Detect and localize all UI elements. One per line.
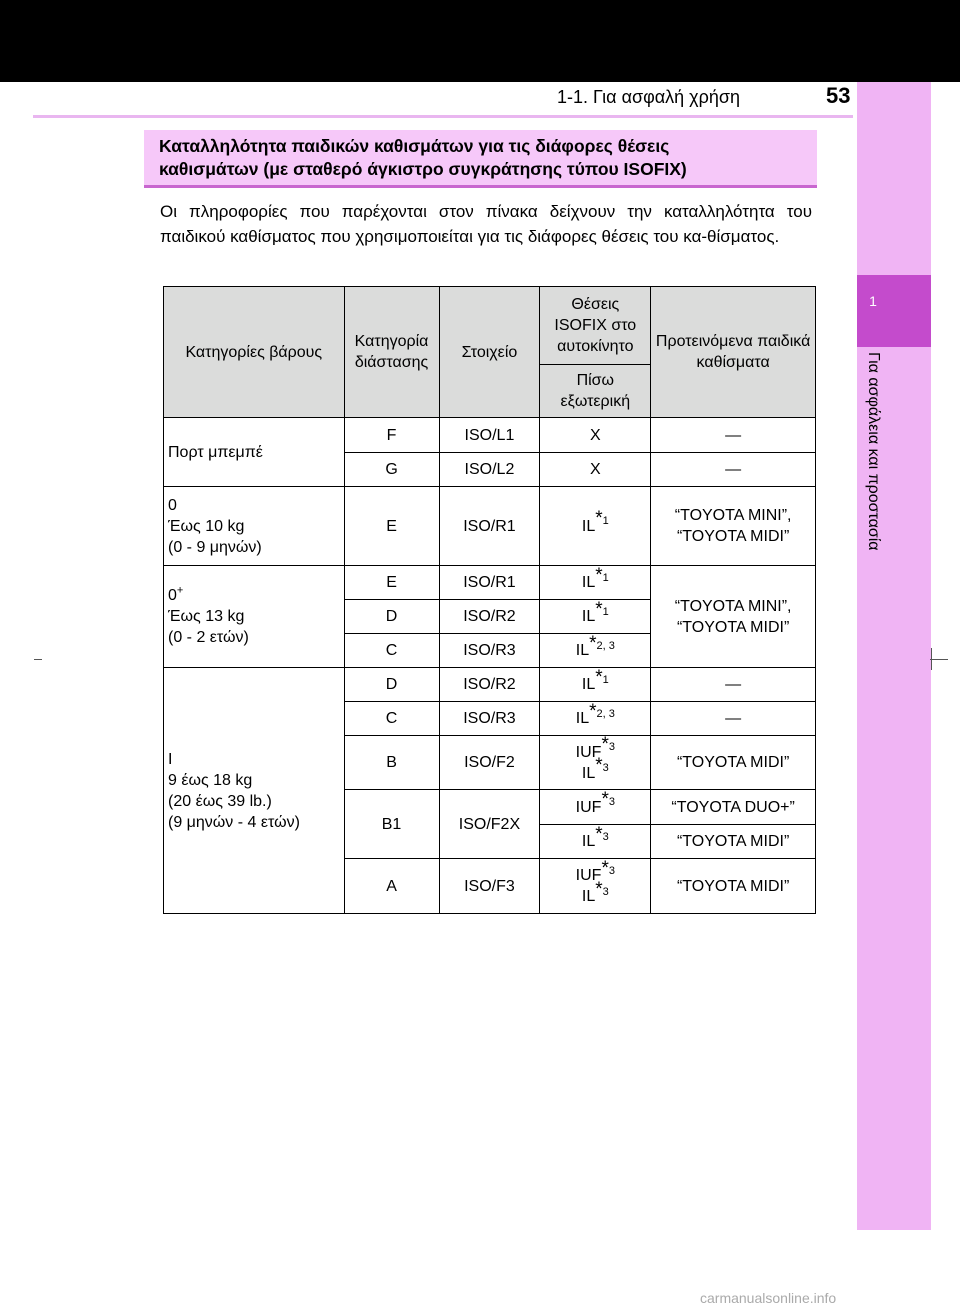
group-1-line-3: (20 έως 39 lb.) bbox=[168, 792, 272, 810]
star-mark: * bbox=[595, 666, 603, 688]
header-weight: Κατηγορίες βάρους bbox=[164, 287, 345, 418]
star-mark: * bbox=[601, 734, 609, 756]
recommended-cell: “TOYOTA MIDI” bbox=[651, 736, 816, 790]
size-cell: G bbox=[344, 453, 439, 487]
header-recommended: Προτεινόμενα παιδικά καθίσματα bbox=[651, 287, 816, 418]
size-cell: B bbox=[344, 736, 439, 790]
footnote-ref: 1 bbox=[602, 605, 609, 618]
position-cell bbox=[540, 487, 651, 566]
chapter-number: 1 bbox=[869, 293, 877, 309]
fixture-cell: ISO/F3 bbox=[439, 859, 540, 914]
recommended-cell: “TOYOTA MIDI” bbox=[651, 859, 816, 914]
recommended-line-1: “TOYOTA MINI”, bbox=[674, 507, 792, 524]
position-code: IL bbox=[581, 574, 596, 591]
position-code: IL bbox=[581, 608, 596, 625]
footnote-ref: 1 bbox=[602, 571, 609, 584]
group-0-line-1: 0 bbox=[168, 496, 177, 514]
header-fixture: Στοιχείο bbox=[439, 287, 540, 418]
intro-paragraph: Οι πληροφορίες που παρέχονται στον πίνακα δείχνουν την καταλληλότητα του παιδικού καθίσματος που χρησιμοποιείται για τις διάφορες θέσεις του κα-θίσματος. bbox=[160, 202, 812, 246]
star-mark: * bbox=[601, 857, 609, 879]
group-0-plus-base: 0 bbox=[168, 587, 177, 604]
header-rule bbox=[33, 115, 853, 118]
position-cell bbox=[540, 600, 651, 634]
recommended-line-2: “TOYOTA MIDI” bbox=[676, 618, 790, 636]
position-cell bbox=[540, 668, 651, 702]
position-cell bbox=[540, 566, 651, 600]
fixture-cell: ISO/R2 bbox=[439, 668, 540, 702]
recommended-cell: — bbox=[651, 418, 816, 453]
recommended-cell bbox=[651, 566, 816, 668]
star-mark: * bbox=[595, 564, 603, 586]
section-heading-line-1: Καταλληλότητα παιδικών καθισμάτων για τις διάφορες θέσεις bbox=[159, 136, 670, 156]
group-0-plus-line-3: (0 - 2 ετών) bbox=[168, 629, 249, 646]
header-rear-outboard: Πίσω εξωτερική bbox=[540, 365, 651, 418]
size-cell: E bbox=[344, 566, 439, 600]
size-cell: C bbox=[344, 634, 439, 668]
table-row bbox=[164, 487, 816, 566]
group-1 bbox=[164, 668, 345, 914]
position-code: IUF bbox=[575, 867, 602, 884]
position-code: IL bbox=[581, 764, 596, 782]
section-heading-text bbox=[159, 135, 809, 181]
table-header-row bbox=[164, 287, 816, 365]
position-code: IL bbox=[575, 710, 590, 727]
footnote-ref: 1 bbox=[602, 673, 609, 686]
group-0 bbox=[164, 487, 345, 566]
running-title: 1-1. Για ασφαλή χρήση bbox=[557, 87, 740, 107]
chapter-title: Για ασφάλεια και προστασία bbox=[865, 352, 882, 551]
position-code: IL bbox=[581, 517, 596, 535]
position-cell: X bbox=[540, 453, 651, 487]
position-code: IUF bbox=[575, 743, 602, 761]
recommended-line-2: “TOYOTA MIDI” bbox=[676, 528, 790, 545]
footnote-ref: 2, 3 bbox=[596, 707, 615, 720]
footnote-ref: 3 bbox=[602, 830, 609, 843]
crop-mark bbox=[930, 659, 948, 660]
footnote-ref: 3 bbox=[602, 885, 609, 898]
footnote-ref: 3 bbox=[602, 762, 609, 775]
star-mark: * bbox=[595, 508, 603, 530]
group-1-line-2: 9 έως 18 kg bbox=[168, 771, 253, 789]
group-0-line-3: (0 - 9 μηνών) bbox=[168, 538, 262, 556]
chapter-number-box bbox=[857, 275, 931, 347]
star-mark: * bbox=[601, 789, 609, 811]
footnote-ref: 3 bbox=[608, 864, 615, 877]
crop-mark bbox=[931, 648, 932, 670]
table-row bbox=[164, 566, 816, 600]
position-code: IL bbox=[581, 833, 596, 850]
recommended-cell: “TOYOTA MIDI” bbox=[651, 825, 816, 859]
position-cell: X bbox=[540, 418, 651, 453]
footnote-ref: 2, 3 bbox=[596, 639, 615, 652]
fixture-cell: ISO/R1 bbox=[439, 487, 540, 566]
recommended-cell: — bbox=[651, 702, 816, 736]
watermark: carmanualsonline.info bbox=[700, 1290, 837, 1306]
position-cell bbox=[540, 702, 651, 736]
group-1-line-1: I bbox=[168, 750, 173, 768]
group-0-plus bbox=[164, 566, 345, 668]
size-cell: F bbox=[344, 418, 439, 453]
footnote-ref: 1 bbox=[602, 515, 609, 528]
fixture-cell: ISO/R3 bbox=[439, 634, 540, 668]
section-heading bbox=[144, 130, 817, 188]
position-cell bbox=[540, 736, 651, 790]
table-row bbox=[164, 418, 816, 453]
header-size: Κατηγορία διάστασης bbox=[344, 287, 439, 418]
recommended-cell: — bbox=[651, 453, 816, 487]
star-mark: * bbox=[589, 632, 597, 654]
size-cell: E bbox=[344, 487, 439, 566]
size-cell: D bbox=[344, 668, 439, 702]
group-1-line-4: (9 μηνών - 4 ετών) bbox=[168, 813, 300, 831]
fixture-cell: ISO/L1 bbox=[439, 418, 540, 453]
fixture-cell: ISO/L2 bbox=[439, 453, 540, 487]
chapter-side-tab bbox=[857, 82, 931, 1230]
fixture-cell: ISO/F2 bbox=[439, 736, 540, 790]
position-cell bbox=[540, 859, 651, 914]
crop-mark bbox=[34, 659, 42, 660]
position-cell bbox=[540, 634, 651, 668]
size-cell: B1 bbox=[344, 790, 439, 859]
recommended-cell bbox=[651, 487, 816, 566]
section-heading-line-2: καθισμάτων (με σταθερό άγκιστρο συγκράτησης τύπου ISOFIX) bbox=[159, 159, 687, 179]
position-code: IL bbox=[581, 888, 596, 905]
top-black-bar bbox=[0, 0, 960, 82]
position-code: IUF bbox=[575, 798, 602, 816]
position-cell bbox=[540, 790, 651, 825]
header-positions: Θέσεις ISOFIX στο αυτοκίνητο bbox=[540, 287, 651, 365]
size-cell: D bbox=[344, 600, 439, 634]
size-cell: A bbox=[344, 859, 439, 914]
star-mark: * bbox=[595, 598, 603, 620]
position-cell bbox=[540, 825, 651, 859]
star-mark: * bbox=[595, 755, 603, 777]
group-0-line-2: Έως 10 kg bbox=[168, 517, 245, 535]
group-carrycot: Πορτ μπεμπέ bbox=[164, 418, 345, 487]
fixture-cell: ISO/R2 bbox=[439, 600, 540, 634]
footnote-ref: 3 bbox=[608, 796, 615, 809]
recommended-cell: “TOYOTA DUO+” bbox=[651, 790, 816, 825]
star-mark: * bbox=[589, 700, 597, 722]
page-number: 53 bbox=[826, 83, 851, 108]
fixture-cell: ISO/R1 bbox=[439, 566, 540, 600]
footnote-ref: 3 bbox=[608, 741, 615, 754]
recommended-line-1: “TOYOTA MINI”, bbox=[674, 597, 792, 615]
position-code: IL bbox=[575, 642, 590, 659]
fixture-cell: ISO/R3 bbox=[439, 702, 540, 736]
table-row bbox=[164, 668, 816, 702]
size-cell: C bbox=[344, 702, 439, 736]
isofix-suitability-table bbox=[163, 286, 816, 914]
star-mark: * bbox=[595, 878, 603, 900]
star-mark: * bbox=[595, 823, 603, 845]
position-code: IL bbox=[581, 676, 596, 693]
group-0-plus-line-2: Έως 13 kg bbox=[168, 608, 245, 625]
fixture-cell: ISO/F2X bbox=[439, 790, 540, 859]
recommended-cell: — bbox=[651, 668, 816, 702]
group-0-plus-sup: + bbox=[176, 584, 184, 597]
